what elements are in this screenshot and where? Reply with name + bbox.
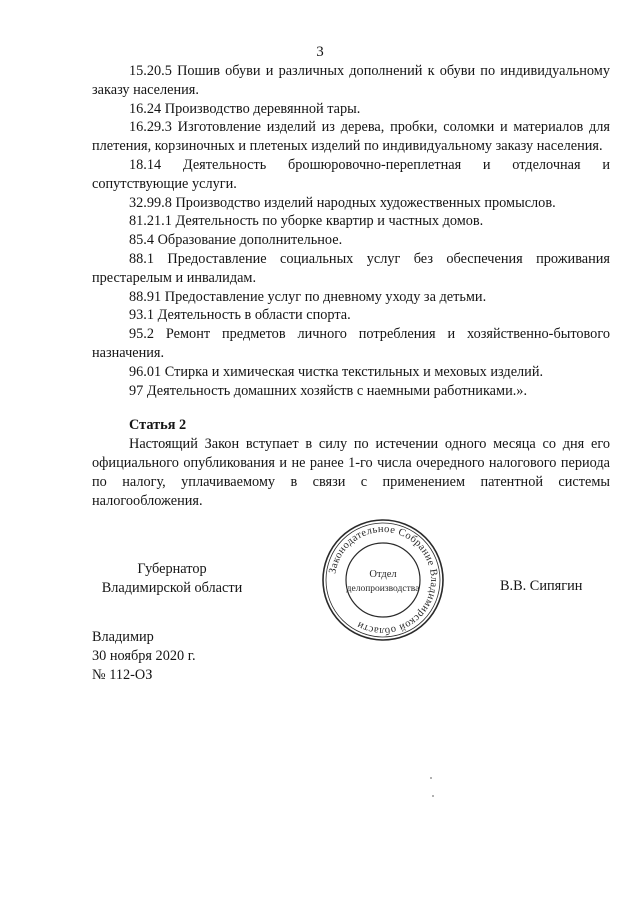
place-and-date bbox=[92, 628, 196, 685]
list-item: 95.2 Ремонт предметов личного потребления и хозяйственно-бытового назначения. bbox=[92, 326, 610, 361]
list-item: 18.14 Деятельность брошюровочно-переплетная и отделочная и сопутствующие услуги. bbox=[92, 156, 610, 192]
list-item: 88.1 Предоставление социальных услуг без обеспечения проживания престарелым и инвалидам. bbox=[92, 250, 610, 286]
signatory-title bbox=[92, 560, 252, 598]
stamp-ring-text: Законодательное Собрание Владимирской области bbox=[327, 523, 440, 637]
signatory-title-line-2: Владимирской области bbox=[101, 580, 243, 596]
document-body bbox=[92, 62, 610, 510]
list-item: 16.24 Производство деревянной тары. bbox=[129, 100, 361, 117]
list-item: 15.20.5 Пошив обуви и различных дополнений к обуви по индивидуальному заказу населения. bbox=[92, 63, 610, 98]
list-item: 97 Деятельность домашних хозяйств с наемными работниками.». bbox=[129, 382, 528, 399]
list-item: 93.1 Деятельность в области спорта. bbox=[129, 307, 351, 324]
list-item: 85.4 Образование дополнительное. bbox=[129, 232, 343, 249]
date: 30 ноября 2020 г. bbox=[92, 648, 196, 664]
list-item: 96.01 Стирка и химическая чистка текстильных и меховых изделий. bbox=[129, 363, 544, 380]
stamp-center-line-1: Отдел bbox=[369, 569, 397, 580]
list-item: 88.91 Предоставление услуг по дневному уходу за детьми. bbox=[129, 288, 487, 305]
scan-speck bbox=[430, 777, 432, 779]
city: Владимир bbox=[92, 629, 154, 645]
list-item: 32.99.8 Производство изделий народных художественных промыслов. bbox=[129, 194, 556, 211]
page-number: 3 bbox=[316, 44, 324, 60]
list-item: 81.21.1 Деятельность по уборке квартир и частных домов. bbox=[129, 213, 484, 230]
signatory-name: В.В. Сипягин bbox=[500, 578, 583, 594]
stamp-center-line-2: делопроизводства bbox=[346, 584, 420, 594]
law-number: № 112-ОЗ bbox=[92, 667, 153, 683]
signatory-title-line-1: Губернатор bbox=[137, 561, 207, 577]
article-heading: Статья 2 bbox=[129, 417, 187, 434]
office-stamp bbox=[318, 515, 448, 645]
article-text: Настоящий Закон вступает в силу по истечении одного месяца со дня его официального опубликования и не ранее 1-го числа очередного налогового периода по налогу, уплачиваемому в связи с применением патентной системы налогообложения. bbox=[92, 436, 610, 509]
list-item: 16.29.3 Изготовление изделий из дерева, пробки, соломки и материалов для плетения, корзиночных и плетеных изделий по индивидуальному заказу населения. bbox=[92, 119, 610, 155]
scan-speck bbox=[432, 795, 434, 797]
